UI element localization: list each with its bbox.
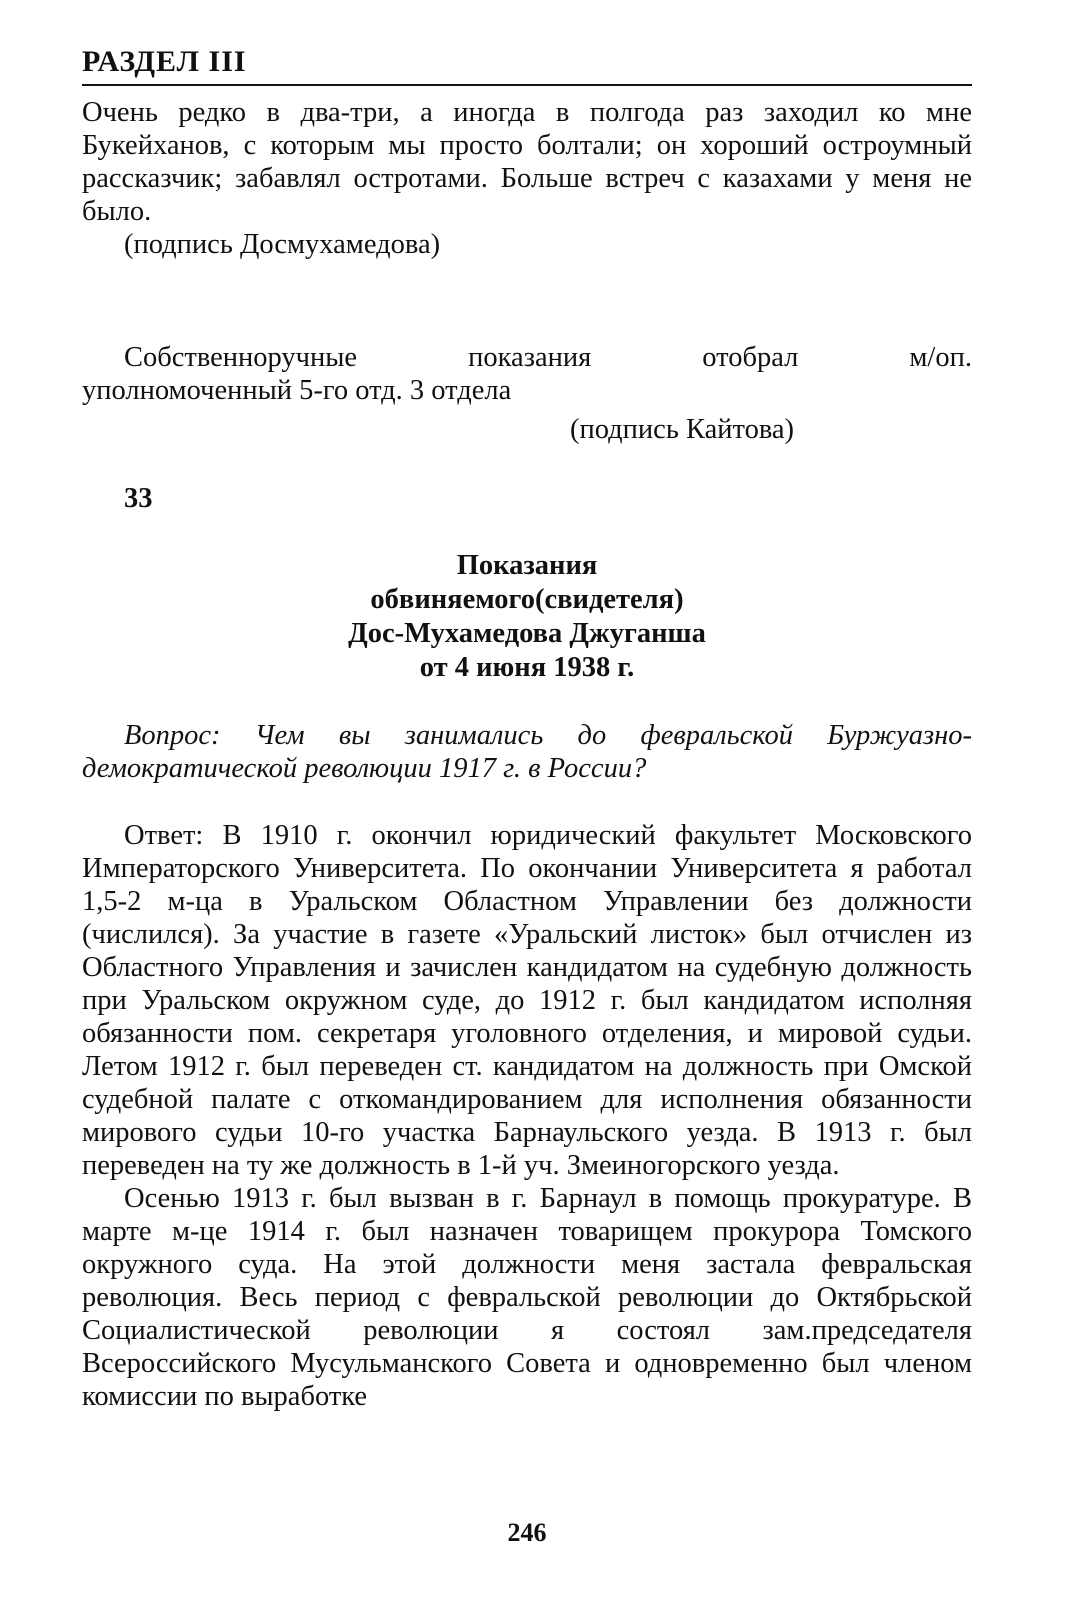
statement-word-3: отобрал [702,342,799,373]
statement-word-2: показания [468,342,592,373]
answer-paragraph-2: Осенью 1913 г. был вызван в г. Барнаул в помощь прокуратуре. В марте м-це 1914 г. был назначен товарищем прокурора Томского окружного суда. На этой должности меня застала февральская революция. Весь период с февральской революции до Октябрьской Социалистической революции я состоял зам.председателя Всероссийского Мусульманского Совета и одновременно был членом комиссии по выработке [82,1183,972,1412]
title-line-1: Показания [456,550,598,581]
title-line-2: обвиняемого(свидетеля) [370,584,684,615]
header-rule [82,84,972,86]
signature-dosmukhamedov: (подпись Досмухамедова) [124,229,441,260]
signature-kaitov: (подпись Кайтова) [570,414,795,445]
continuation-paragraph: Очень редко в два-три, а иногда в полгода раз заходил ко мне Букейханов, с которым мы просто болтали; он хороший остроумный рассказчик; забавлял остротами. Больше встреч с казахами у меня не было. [82,97,972,227]
document-number: 33 [124,483,153,514]
document-page [82,44,972,1564]
section-header: РАЗДЕЛ III [82,45,247,78]
page-number: 246 [507,1518,547,1547]
statement-word-4: м/оп. [909,342,972,373]
statement-line-1 [82,341,972,374]
answer-paragraph-1: Ответ: В 1910 г. окончил юридический факультет Московского Императорского Университета. По окончании Университета я работал 1,5-2 м-ца в Уральском Областном Управлении без должности (числился). За участие в газете «Уральский листок» был отчислен из Областного Управления и зачислен кандидатом на судебную должность при Уральском окружном суде, до 1912 г. был кандидатом исполняя обязанности пом. секретаря уголовного отделения, и мировой судьи. Летом 1912 г. был переведен ст. кандидатом на должность при Омской судебной палате с откомандированием для исполнения обязанности мирового судьи 10-го участка Барнаульского уезда. В 1913 г. был переведен на ту же должность в 1-й уч. Змеиногорского уезда. [82,820,972,1181]
statement-word-1: Собственноручные [124,342,358,373]
question-paragraph: Вопрос: Чем вы занимались до февральской Буржуазно-демократической революции 1917 г. в России? [82,720,972,784]
document-title [82,549,972,685]
title-line-3: Дос-Мухамедова Джуганша [348,618,706,649]
title-line-4: от 4 июня 1938 г. [419,652,635,683]
statement-line-2: уполномоченный 5-го отд. 3 отдела [82,375,512,406]
